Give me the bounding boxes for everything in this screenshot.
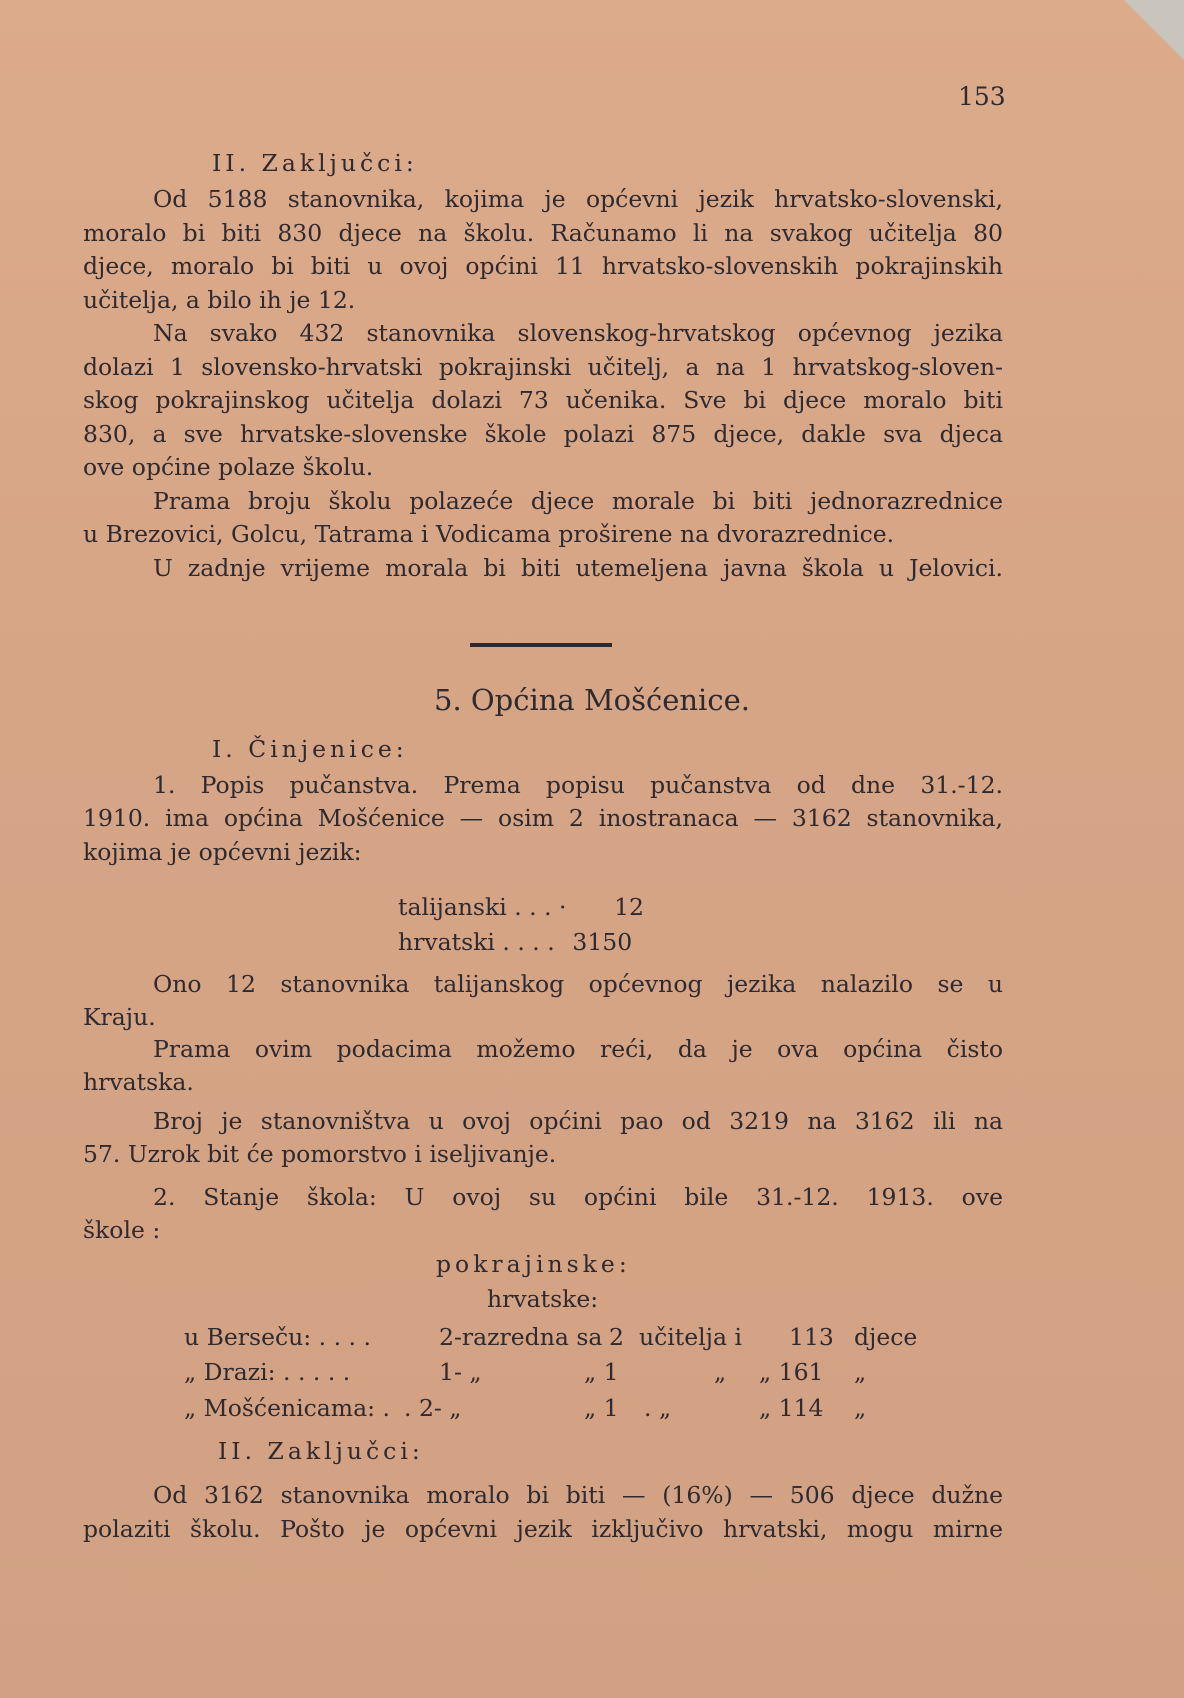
language-row: talijanski . . . · 12 bbox=[398, 893, 644, 921]
text-line: skog pokrajinskog učitelja dolazi 73 učenika. Sve bi djece moralo biti bbox=[83, 386, 1003, 414]
page-number: 153 bbox=[958, 82, 1006, 111]
section-divider bbox=[470, 643, 612, 647]
text-line: 830, a sve hrvatske-slovenske škole polazi 875 djece, dakle sva djeca bbox=[83, 420, 1003, 448]
conclusions-heading: II. Zaključci: bbox=[212, 149, 418, 177]
text-line: hrvatska. bbox=[83, 1068, 194, 1096]
page-corner-fold bbox=[1124, 0, 1184, 60]
facts-heading: I. Činjenice: bbox=[212, 735, 408, 763]
text-line: Ono 12 stanovnika talijanskog općevnog jezika nalazilo se u bbox=[153, 970, 1003, 998]
text-line: Prama broju školu polazeće djece morale bi biti jednorazrednice bbox=[153, 487, 1003, 515]
text-line: ove općine polaze školu. bbox=[83, 453, 374, 481]
schools-type-label: pokrajinske: bbox=[436, 1250, 631, 1278]
text-line: dolazi 1 slovensko-hrvatski pokrajinski učitelj, a na 1 hrvatskog-sloven- bbox=[83, 353, 1003, 381]
text-line: 1. Popis pučanstva. Prema popisu pučanstva od dne 31.-12. bbox=[153, 771, 1003, 799]
text-line: u Brezovici, Golcu, Tatrama i Vodicama proširene na dvorazrednice. bbox=[83, 520, 895, 548]
document-page: 153 II. Zaključci: Od 5188 stanovnika, kojima je općevni jezik hrvatsko-slovenski, moralo bi biti 830 djece na školu. Računamo li na svakog učitelja 80 djece, moralo bi biti u ovoj općini 11 hrvatsko-slovenskih pokrajinskih učitelja, a bilo ih je 12. Na svako 432 stanovnika slovenskog-hrvatskog općevnog jezika dolazi 1 slovensko-hrvatski pokrajinski učitelj, a na 1 hrvatskog-sloven- skog pokrajinskog učitelja dolazi 73 učenika. Sve bi djece moralo biti 830, a sve hrvatske-slovenske škole polazi 875 djece, dakle sva djeca ove općine polaze školu. Prama broju školu polazeće djece morale bi biti jednorazrednice u Brezovici, Golcu, Tatrama i Vodicama proširene na dvorazrednice. U zadnje vrijeme morala bi biti utemeljena javna škola u Jelovici. 5. Općina Mošćenice. I. Činjenice: 1. Popis pučanstva. Prema popisu pučanstva od dne 31.-12. 1910. ima općina Mošćenice — osim 2 inostranaca — 3162 stanovnika, kojima je općevni jezik: talijanski . . . · 12 hrvatski . . . . 3150 Ono 12 stanovnika talijanskog općevnog jezika nalazilo se u Kraju. Prama ovim podacima možemo reći, da je ova općina čisto hrvatska. Broj je stanovništva u ovoj općini pao od 3219 na 3162 ili na 57. Uzrok bit će pomorstvo i iseljivanje. 2. Stanje škola: U ovoj su općini bile 31.-12. 1913. ove škole : pokrajinske: hrvatske: u Berseču: . . . . 2-razredna sa 2 učitelja i 113 djece „ Drazi: . . . . . 1- „ „ 1 „ „ 161 „ „ Mošćenicama: . . 2- „ „ 1 . „ „ 114 „ II. Zaključci: Od 3162 stanovnika moralo bi biti — (16%) — 506 djece dužne polaziti školu. Pošto je općevni jezik izključivo hrvatski, mogu mirne bbox=[0, 0, 1184, 1698]
schools-language-label: hrvatske: bbox=[487, 1285, 599, 1313]
text-line: Prama ovim podacima možemo reći, da je ova općina čisto bbox=[153, 1035, 1003, 1063]
text-line: djece, moralo bi biti u ovoj općini 11 hrvatsko-slovenskih pokrajinskih bbox=[83, 252, 1003, 280]
text-line: U zadnje vrijeme morala bi biti utemeljena javna škola u Jelovici. bbox=[153, 554, 1003, 582]
text-line: 1910. ima općina Mošćenice — osim 2 inostranaca — 3162 stanovnika, bbox=[83, 804, 1003, 832]
text-line: Kraju. bbox=[83, 1003, 156, 1031]
text-line: Od 3162 stanovnika moralo bi biti — (16%) — 506 djece dužne bbox=[153, 1481, 1003, 1509]
text-line: učitelja, a bilo ih je 12. bbox=[83, 286, 356, 314]
text-line: polaziti školu. Pošto je općevni jezik izključivo hrvatski, mogu mirne bbox=[83, 1515, 1003, 1543]
text-line: 57. Uzrok bit će pomorstvo i iseljivanje. bbox=[83, 1140, 557, 1168]
language-row: hrvatski . . . . 3150 bbox=[398, 928, 633, 956]
text-line: Od 5188 stanovnika, kojima je općevni jezik hrvatsko-slovenski, bbox=[153, 185, 1003, 213]
text-line: 2. Stanje škola: U ovoj su općini bile 31.-12. 1913. ove bbox=[153, 1183, 1003, 1211]
text-line: škole : bbox=[83, 1216, 161, 1244]
conclusions-heading: II. Zaključci: bbox=[218, 1437, 424, 1465]
text-line: Broj je stanovništva u ovoj općini pao od 3219 na 3162 ili na bbox=[153, 1107, 1003, 1135]
text-line: Na svako 432 stanovnika slovenskog-hrvatskog općevnog jezika bbox=[153, 319, 1003, 347]
text-line: moralo bi biti 830 djece na školu. Računamo li na svakog učitelja 80 bbox=[83, 219, 1003, 247]
text-line: kojima je općevni jezik: bbox=[83, 838, 362, 866]
section-heading: 5. Općina Mošćenice. bbox=[434, 683, 750, 717]
